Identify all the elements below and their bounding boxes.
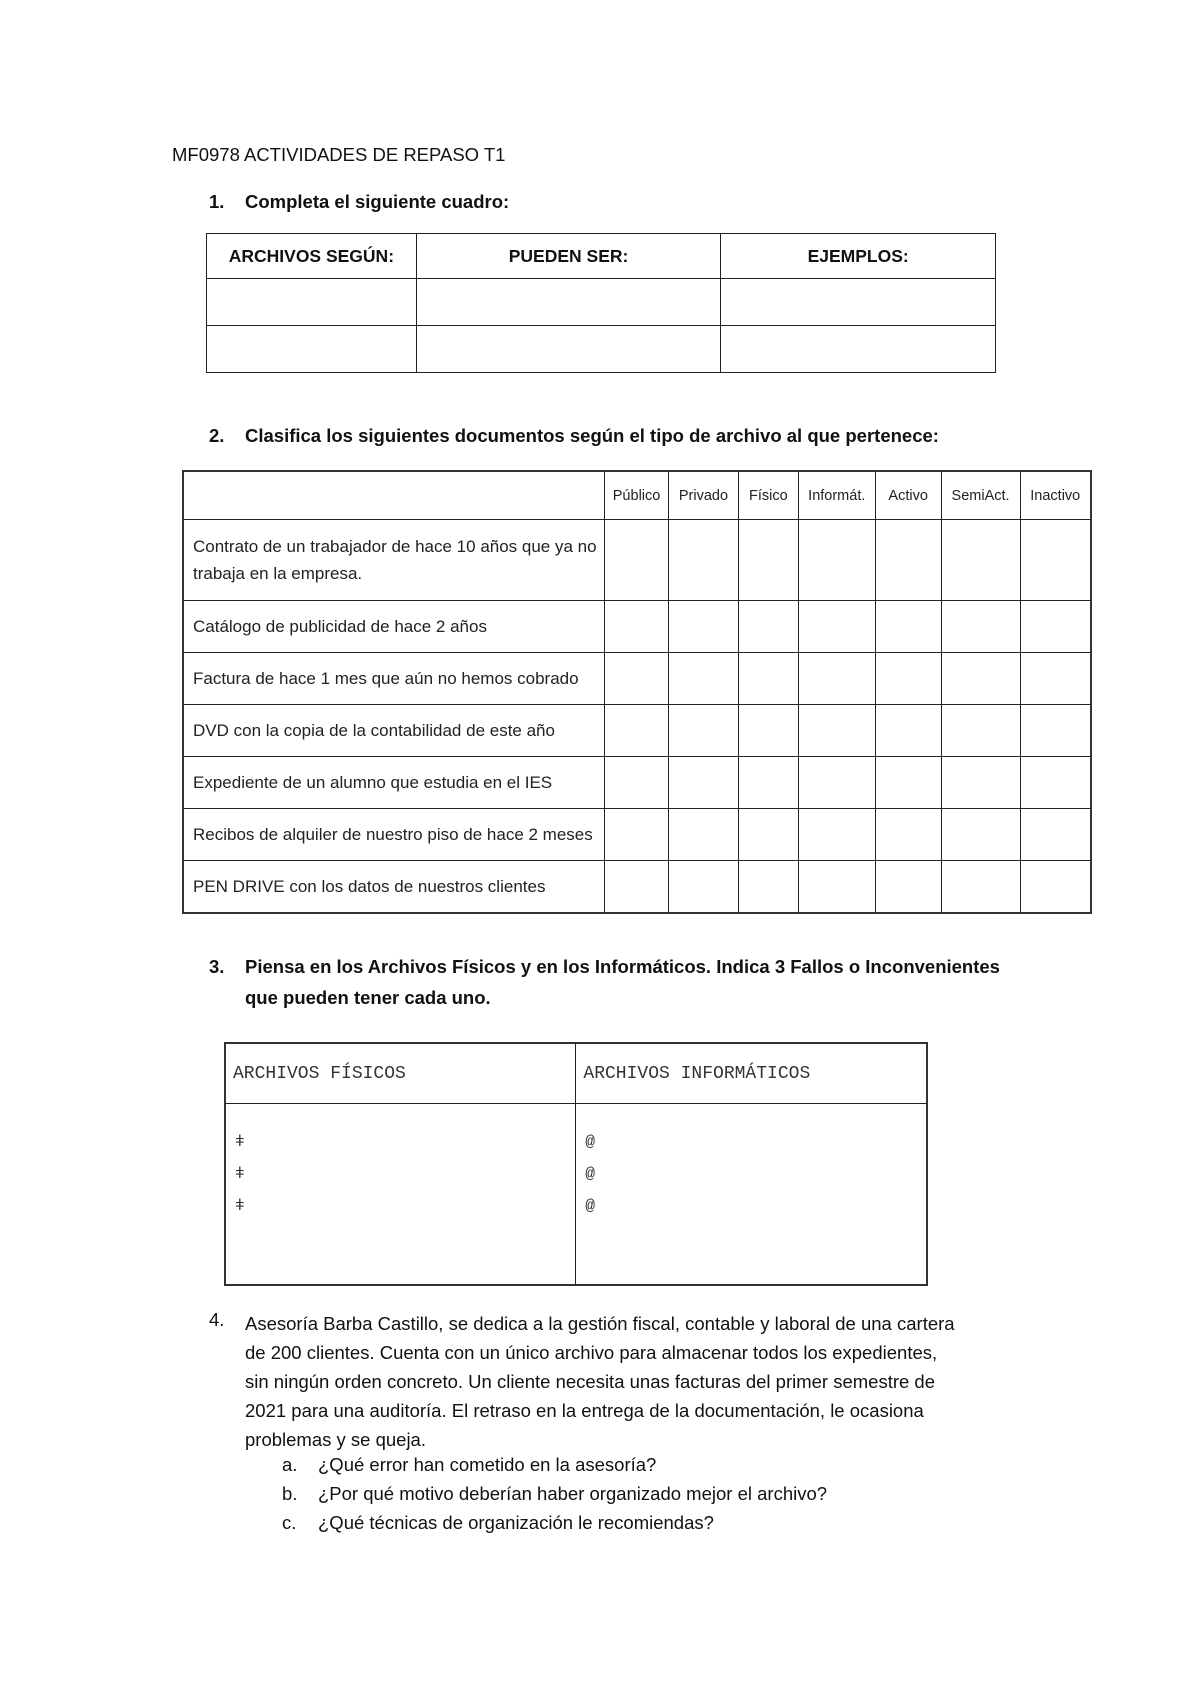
paragraph-line: Asesoría Barba Castillo, se dedica a la gestión fiscal, contable y laboral de una cartera bbox=[245, 1313, 955, 1334]
check-cell[interactable] bbox=[875, 520, 941, 601]
question-paragraph bbox=[245, 1309, 1025, 1454]
empty-cell[interactable] bbox=[416, 279, 721, 326]
check-cell[interactable] bbox=[669, 653, 739, 705]
document-label: Expediente de un alumno que estudia en el IES bbox=[183, 757, 605, 809]
answer-cell-informaticos[interactable] bbox=[576, 1104, 927, 1286]
check-cell[interactable] bbox=[875, 601, 941, 653]
empty-cell[interactable] bbox=[207, 279, 417, 326]
check-cell[interactable] bbox=[605, 705, 669, 757]
check-cell[interactable] bbox=[738, 601, 798, 653]
column-header: Activo bbox=[875, 471, 941, 520]
check-cell[interactable] bbox=[941, 757, 1020, 809]
check-cell[interactable] bbox=[605, 601, 669, 653]
check-cell[interactable] bbox=[875, 653, 941, 705]
page-title: MF0978 ACTIVIDADES DE REPASO T1 bbox=[172, 144, 506, 165]
sub-label: b. bbox=[282, 1483, 298, 1504]
paragraph-line: sin ningún orden concreto. Un cliente necesita unas facturas del primer semestre de bbox=[245, 1371, 936, 1392]
empty-cell[interactable] bbox=[207, 326, 417, 373]
column-header: SemiAct. bbox=[941, 471, 1020, 520]
sub-label: a. bbox=[282, 1454, 298, 1475]
column-header: Informát. bbox=[798, 471, 875, 520]
check-cell[interactable] bbox=[798, 705, 875, 757]
paragraph-line: 2021 para una auditoría. El retraso en la entrega de la documentación, le ocasiona bbox=[245, 1400, 924, 1421]
table-row bbox=[183, 520, 1091, 601]
bullet-mark: @ bbox=[585, 1165, 596, 1183]
check-cell[interactable] bbox=[941, 653, 1020, 705]
question-number: 4. bbox=[209, 1309, 225, 1330]
empty-cell[interactable] bbox=[416, 326, 721, 373]
column-header: ARCHIVOS INFORMÁTICOS bbox=[576, 1043, 927, 1104]
question-text: Completa el siguiente cuadro: bbox=[245, 191, 510, 212]
column-header: PUEDEN SER: bbox=[416, 234, 721, 279]
check-cell[interactable] bbox=[1020, 705, 1091, 757]
paragraph-line: de 200 clientes. Cuenta con un único archivo para almacenar todos los expedientes, bbox=[245, 1342, 938, 1363]
paragraph-line: problemas y se queja. bbox=[245, 1429, 426, 1450]
column-header: Físico bbox=[738, 471, 798, 520]
check-cell[interactable] bbox=[798, 809, 875, 861]
check-cell[interactable] bbox=[669, 861, 739, 914]
question-text-line-2: que pueden tener cada uno. bbox=[245, 987, 491, 1008]
sub-label: c. bbox=[282, 1512, 297, 1533]
check-cell[interactable] bbox=[798, 861, 875, 914]
table-fallos bbox=[224, 1042, 928, 1286]
check-cell[interactable] bbox=[1020, 653, 1091, 705]
column-header: Privado bbox=[669, 471, 739, 520]
table-row bbox=[183, 861, 1091, 914]
column-header: ARCHIVOS FÍSICOS bbox=[225, 1043, 576, 1104]
question-number: 2. bbox=[209, 425, 225, 446]
bullet-mark: ǂ bbox=[235, 1133, 245, 1151]
answer-cell-fisicos[interactable] bbox=[225, 1104, 576, 1286]
table-row bbox=[183, 705, 1091, 757]
check-cell[interactable] bbox=[798, 653, 875, 705]
check-cell[interactable] bbox=[1020, 861, 1091, 914]
check-cell[interactable] bbox=[738, 705, 798, 757]
check-cell[interactable] bbox=[669, 809, 739, 861]
column-header: EJEMPLOS: bbox=[721, 234, 996, 279]
bullet-mark: @ bbox=[585, 1133, 596, 1151]
check-cell[interactable] bbox=[738, 861, 798, 914]
check-cell[interactable] bbox=[605, 520, 669, 601]
column-header: ARCHIVOS SEGÚN: bbox=[207, 234, 417, 279]
bullet-mark: ǂ bbox=[235, 1197, 245, 1215]
empty-cell[interactable] bbox=[721, 326, 996, 373]
check-cell[interactable] bbox=[669, 757, 739, 809]
document-label: Catálogo de publicidad de hace 2 años bbox=[183, 601, 605, 653]
table-clasificacion bbox=[182, 470, 1092, 914]
question-number: 3. bbox=[209, 956, 225, 977]
sub-question: ¿Qué técnicas de organización le recomiendas? bbox=[318, 1512, 714, 1533]
bullet-mark: @ bbox=[585, 1197, 596, 1215]
table-archivos bbox=[206, 233, 996, 373]
check-cell[interactable] bbox=[738, 809, 798, 861]
check-cell[interactable] bbox=[875, 705, 941, 757]
document-label: Contrato de un trabajador de hace 10 años que ya no trabaja en la empresa. bbox=[183, 520, 605, 601]
table-row bbox=[183, 757, 1091, 809]
table-row bbox=[207, 326, 996, 373]
check-cell[interactable] bbox=[875, 861, 941, 914]
check-cell[interactable] bbox=[941, 520, 1020, 601]
check-cell[interactable] bbox=[798, 757, 875, 809]
table-row bbox=[207, 279, 996, 326]
check-cell[interactable] bbox=[605, 757, 669, 809]
question-number: 1. bbox=[209, 191, 225, 212]
check-cell[interactable] bbox=[1020, 809, 1091, 861]
table-row bbox=[183, 809, 1091, 861]
column-header: Público bbox=[605, 471, 669, 520]
document-label: PEN DRIVE con los datos de nuestros clientes bbox=[183, 861, 605, 914]
check-cell[interactable] bbox=[1020, 520, 1091, 601]
check-cell[interactable] bbox=[875, 757, 941, 809]
document-label: Factura de hace 1 mes que aún no hemos cobrado bbox=[183, 653, 605, 705]
check-cell[interactable] bbox=[1020, 601, 1091, 653]
check-cell[interactable] bbox=[941, 601, 1020, 653]
check-cell[interactable] bbox=[941, 809, 1020, 861]
table-row bbox=[183, 601, 1091, 653]
table-row bbox=[183, 653, 1091, 705]
question-text: Clasifica los siguientes documentos según el tipo de archivo al que pertenece: bbox=[245, 425, 939, 446]
document-label: Recibos de alquiler de nuestro piso de hace 2 meses bbox=[183, 809, 605, 861]
check-cell[interactable] bbox=[798, 520, 875, 601]
sub-question: ¿Por qué motivo deberían haber organizado mejor el archivo? bbox=[318, 1483, 828, 1504]
check-cell[interactable] bbox=[798, 601, 875, 653]
check-cell[interactable] bbox=[738, 653, 798, 705]
check-cell[interactable] bbox=[605, 809, 669, 861]
check-cell[interactable] bbox=[738, 757, 798, 809]
check-cell[interactable] bbox=[669, 520, 739, 601]
document-label: DVD con la copia de la contabilidad de este año bbox=[183, 705, 605, 757]
check-cell[interactable] bbox=[669, 601, 739, 653]
sub-question: ¿Qué error han cometido en la asesoría? bbox=[318, 1454, 657, 1475]
check-cell[interactable] bbox=[1020, 757, 1091, 809]
check-cell[interactable] bbox=[941, 705, 1020, 757]
empty-cell[interactable] bbox=[721, 279, 996, 326]
check-cell[interactable] bbox=[605, 861, 669, 914]
check-cell[interactable] bbox=[875, 809, 941, 861]
table-row bbox=[225, 1104, 927, 1286]
check-cell[interactable] bbox=[605, 653, 669, 705]
column-header: Inactivo bbox=[1020, 471, 1091, 520]
check-cell[interactable] bbox=[738, 520, 798, 601]
bullet-mark: ǂ bbox=[235, 1165, 245, 1183]
column-header-document bbox=[183, 471, 605, 520]
question-text-line-1: Piensa en los Archivos Físicos y en los Informáticos. Indica 3 Fallos o Inconvenientes bbox=[245, 956, 1000, 977]
check-cell[interactable] bbox=[669, 705, 739, 757]
check-cell[interactable] bbox=[941, 861, 1020, 914]
